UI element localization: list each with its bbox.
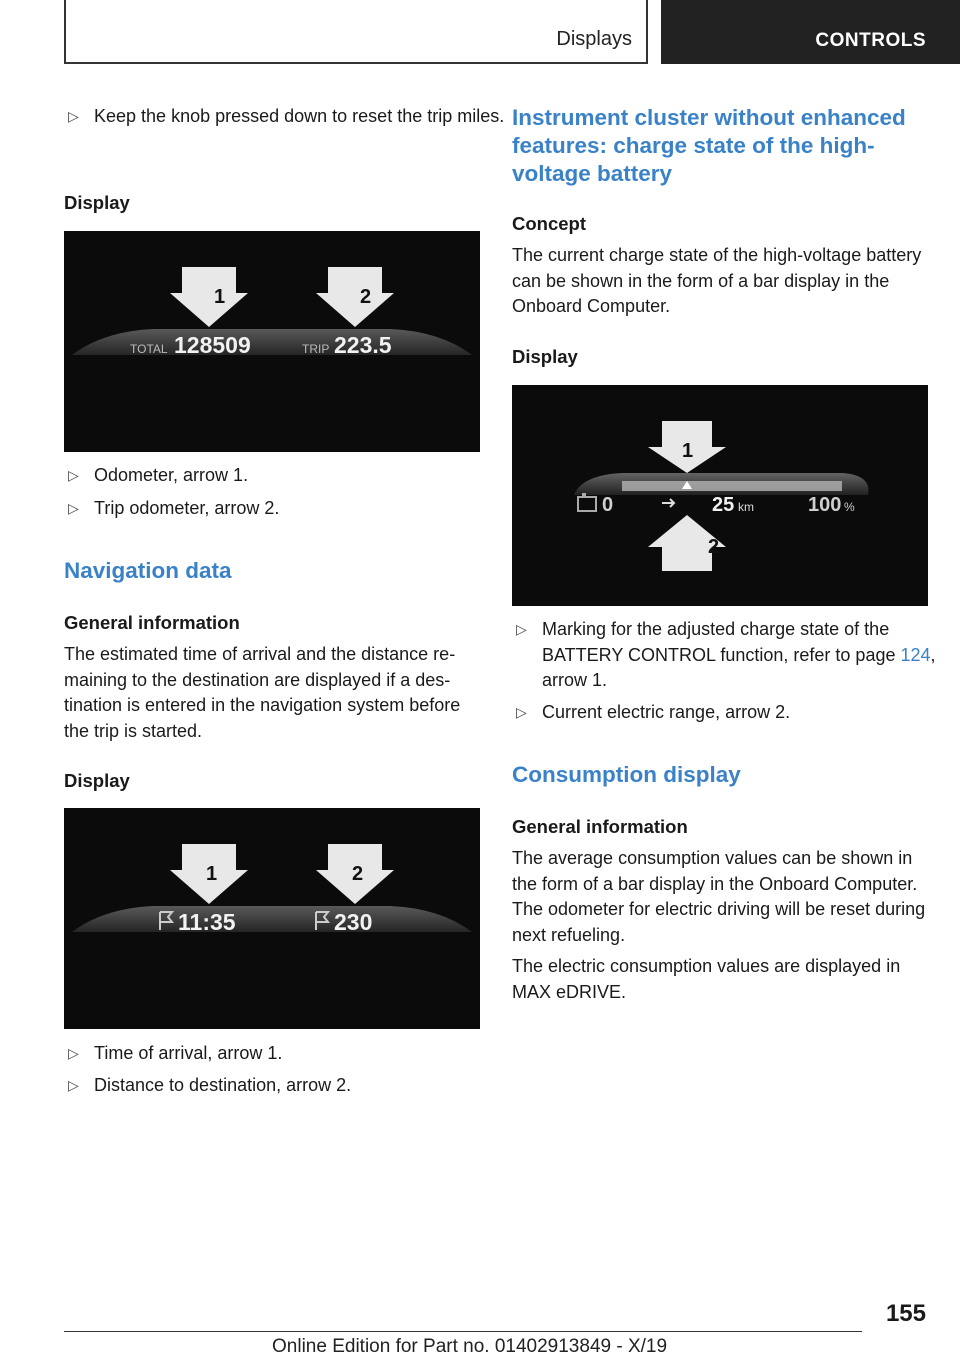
bullet-text: Keep the knob pressed down to reset the trip miles. (94, 106, 505, 126)
fig3-max-unit: % (844, 500, 855, 514)
display-heading-2: Display (64, 770, 130, 791)
display-heading-3: Display (512, 346, 578, 367)
navigation-data-heading: Navigation data (64, 558, 232, 583)
footer-divider (64, 1331, 862, 1332)
battery-charge-display-figure (512, 385, 928, 606)
fig2-time-value: 11:35 (178, 909, 236, 935)
bullet-text: Time of arrival, arrow 1. (94, 1043, 283, 1063)
navigation-display-figure (64, 808, 480, 1029)
bullet-reset (64, 104, 510, 130)
bullet-trip-odometer (64, 496, 510, 522)
bullet-electric-range (512, 700, 958, 726)
fig2-arrow1-label: 1 (206, 863, 218, 885)
fig2-distance-value: 230 (334, 909, 373, 935)
bullet-text-suffix: , arrow 1. (542, 644, 936, 690)
bullet-text: Current electric range, arrow 2. (542, 702, 791, 722)
bullet-text: Odometer, arrow 1. (94, 465, 249, 485)
consumption-text-2: The electric consumption values are displayed in MAX eDRIVE. (512, 956, 901, 1002)
bullet-triangle-icon: ▷ (68, 1045, 79, 1061)
page-number: 155 (885, 1300, 926, 1327)
bullet-marking-charge-state (512, 617, 958, 694)
consumption-display-heading: Consumption display (512, 762, 741, 787)
nav-general-text: The estimated time of arrival and the distance remaining to the destination are displayed if a destination is entered in the navigation system before the trip is started. (64, 644, 461, 741)
fig1-total-label: TOTAL (130, 342, 168, 356)
bullet-odometer (64, 463, 510, 489)
consumption-text-1: The average consumption values can be shown in the form of a bar display in the Onboard Computer. The odometer for electric driving will be reset during next refueling. (512, 848, 926, 945)
battery-icon (578, 493, 596, 511)
concept-text: The current charge state of the high-voltage battery can be shown in the form of a bar display in the Onboard Computer. (512, 245, 922, 316)
bullet-triangle-icon: ▷ (68, 108, 79, 124)
fig3-arrow2-label: 2 (708, 536, 720, 558)
bullet-text: Marking for the adjusted charge state of the BATTERY CONTROL function, refer to page (542, 619, 901, 665)
fig2-arrow2-label: 2 (352, 863, 364, 885)
footer-edition: Online Edition for Part no. 01402913849 - X/19 (272, 1336, 668, 1357)
bullet-text: Distance to destination, arrow 2. (94, 1075, 352, 1095)
fig3-range-unit: km (738, 500, 754, 514)
bullet-text: Trip odometer, arrow 2. (94, 498, 280, 518)
bullet-triangle-icon: ▷ (68, 500, 79, 516)
fig1-total-value: 128509 (174, 332, 251, 358)
fig3-range-value: 25 (712, 494, 735, 516)
display-heading-1: Display (64, 192, 130, 213)
bullet-triangle-icon: ▷ (68, 467, 79, 483)
bullet-triangle-icon: ▷ (516, 621, 527, 637)
fig1-arrow2-label: 2 (360, 286, 372, 308)
header-section-title: Displays (556, 28, 632, 50)
page-link-124[interactable]: 124 (900, 644, 931, 665)
bullet-triangle-icon: ▷ (68, 1077, 79, 1093)
bullet-time-arrival (64, 1041, 510, 1067)
fig1-trip-label: TRIP (302, 342, 330, 356)
consumption-general-heading: General information (512, 816, 688, 837)
fig1-trip-value: 223.5 (334, 332, 392, 358)
bullet-distance-destination (64, 1073, 510, 1099)
cluster-heading: Instrument cluster without enhanced features: charge state of the high-voltage battery (512, 105, 906, 186)
fig3-min-value: 0 (602, 494, 614, 516)
header-chapter-title: CONTROLS (815, 30, 926, 51)
header-section-box (64, 0, 648, 64)
bullet-triangle-icon: ▷ (516, 704, 527, 720)
concept-heading: Concept (512, 213, 586, 234)
nav-general-heading: General information (64, 612, 240, 633)
fig3-arrow1-label: 1 (682, 440, 694, 462)
odometer-display-figure (64, 231, 480, 452)
fig1-arrow1-label: 1 (214, 286, 226, 308)
fig3-max-value: 100 (808, 494, 842, 516)
range-icon (662, 499, 674, 507)
header-chapter-box (661, 0, 960, 64)
